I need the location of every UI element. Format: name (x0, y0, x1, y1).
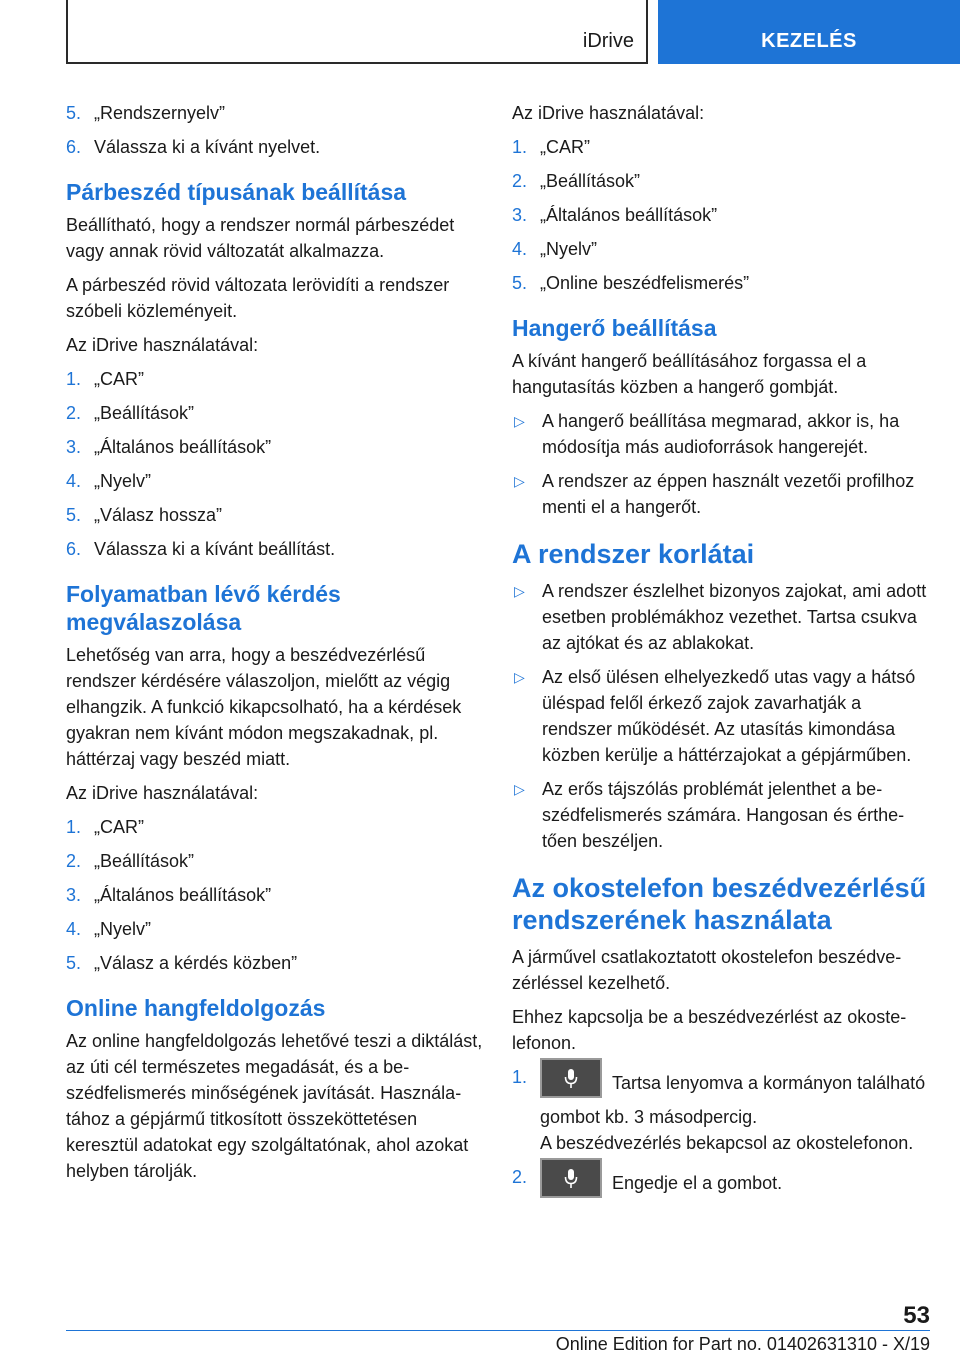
step-number: 6. (66, 137, 82, 157)
section-heading-system-limits: A rendszer korlátai (512, 539, 755, 569)
step-number: 1. (66, 817, 82, 837)
paragraph: Az iDrive használatával: (512, 103, 705, 123)
right-column (512, 100, 932, 1212)
step-number: 2. (512, 1167, 528, 1187)
step-item (66, 536, 486, 562)
paragraph: A járművel csatlakoztatott okostelefon beszédvezérléssel kezelhető. (512, 947, 902, 993)
triangle-bullet-icon: ▷ (514, 781, 525, 797)
step-item (512, 1164, 932, 1204)
step-item (66, 468, 486, 494)
footer-divider (66, 1330, 930, 1331)
paragraph: Beállítható, hogy a rendszer normál párbeszédet vagy annak rövid változatát alkalmazza. (66, 215, 455, 261)
step-item (512, 202, 932, 228)
bullet-text: Az első ülésen elhelyezkedő utas vagy a hátsó üléspad felől érkező zajok zavarhatják a rendszer működését. Az utasítás kimondása közben kerülje a háttérzajokat a gépjárműben. (542, 667, 916, 765)
step-number: 5. (66, 103, 82, 123)
bullet-item (512, 578, 932, 656)
step-number: 5. (512, 273, 528, 293)
step-text: „Nyelv” (540, 239, 597, 259)
triangle-bullet-icon: ▷ (514, 669, 525, 685)
section-heading-volume: Hangerő beállítása (512, 315, 717, 341)
step-item (512, 134, 932, 160)
step-number: 3. (66, 885, 82, 905)
step-number: 2. (66, 403, 82, 423)
header-chapter-label: KEZELÉS (761, 30, 857, 52)
step-item (66, 848, 486, 874)
step-number: 4. (512, 239, 528, 259)
limits-bullet-list (512, 578, 932, 854)
step-text: Tartsa lenyomva a kormányon található gombot kb. 3 másodpercig. (540, 1072, 926, 1127)
bullet-item (512, 468, 932, 520)
step-text: „Nyelv” (94, 471, 151, 491)
dialog-step-list (66, 366, 486, 562)
step-number: 4. (66, 471, 82, 491)
step-text: Engedje el a gombot. (612, 1172, 783, 1193)
step-text: „Beállítások” (94, 851, 195, 871)
bullet-text: A rendszer az éppen használt vezetői profilhoz menti el a hangerőt. (542, 471, 915, 517)
step-number: 1. (512, 1067, 528, 1087)
paragraph: Az online hangfeldolgozás lehetővé teszi a diktálást, az úti cél természetes megadását, és a beszédfelismerés minőségének javítását. Használatához a gépjármű titkosított összeköttetésen keresztül adatokat egy szolgáltatónak, ahol azokat helyben tárolják. (66, 1031, 483, 1181)
step-number: 2. (512, 171, 528, 191)
microphone-icon (564, 1068, 578, 1090)
page-number: 53 (903, 1302, 930, 1329)
bullet-item (512, 408, 932, 460)
online-step-list (512, 134, 932, 296)
step-number: 1. (512, 137, 528, 157)
header-section-box (66, 0, 648, 64)
step-text: „Általános beállítások” (540, 205, 718, 225)
section-heading-smartphone-voice: Az okostelefon beszédvezérlésű rendszerének használata (512, 873, 927, 935)
step-item (66, 400, 486, 426)
step-text: „Nyelv” (94, 919, 151, 939)
bullet-item (512, 664, 932, 768)
step-item (66, 916, 486, 942)
volume-bullet-list (512, 408, 932, 520)
paragraph: A kívánt hangerő beállításához forgassa el a hangutasítás közben a hangerő gombját. (512, 351, 867, 397)
step-text: „Általános beállítások” (94, 885, 272, 905)
step-text: Válassza ki a kívánt nyelvet. (94, 137, 321, 157)
step-item (66, 502, 486, 528)
step-text: „Beállítások” (540, 171, 641, 191)
step-number: 4. (66, 919, 82, 939)
paragraph: Ehhez kapcsolja be a beszédvezérlést az okostelefonon. (512, 1007, 907, 1053)
step-text: „Válasz hossza” (94, 505, 223, 525)
step-number: 5. (66, 505, 82, 525)
header-section-label: iDrive (582, 30, 634, 52)
bullet-text: Az erős tájszólás problémát jelenthet a beszédfelismerés számára. Hangosan és érthetően beszéljen. (542, 779, 905, 851)
step-text: Válassza ki a kívánt beállítást. (94, 539, 336, 559)
intro-step-list (66, 100, 486, 160)
section-heading-answer-question: Folyamatban lévő kérdés megválaszolása (66, 581, 341, 635)
voice-control-button (540, 1058, 602, 1098)
step-item (66, 882, 486, 908)
step-item (512, 236, 932, 262)
step-text: „Beállítások” (94, 403, 195, 423)
step-number: 1. (66, 369, 82, 389)
bullet-text: A hangerő beállítása megmarad, akkor is, ha módosítja más audioforrások hangerejét. (542, 411, 900, 457)
step-item (66, 434, 486, 460)
step-item (66, 134, 486, 160)
step-item (66, 100, 486, 126)
footer-edition: Online Edition for Part no. 01402631310 - X/19 (555, 1334, 930, 1354)
paragraph: A párbeszéd rövid változata lerövidíti a rendszer szóbeli közleményeit. (66, 275, 450, 321)
step-text: „CAR” (540, 137, 590, 157)
header-chapter-tab (658, 0, 960, 64)
step-number: 3. (512, 205, 528, 225)
step-result: A beszédvezérlés bekapcsol az okostelefonon. (540, 1133, 914, 1153)
step-item (66, 814, 486, 840)
answer-step-list (66, 814, 486, 976)
paragraph: Lehetőség van arra, hogy a beszédvezérlésű rendszer kérdésére válaszoljon, mielőtt az végig elhangzik. A funkció kikapcsolható, ha a kérdések gyakran nem kívánt módon megszakadnak, pl. háttérzaj vagy beszéd miatt. (66, 645, 462, 769)
step-item (512, 1064, 932, 1156)
step-number: 5. (66, 953, 82, 973)
section-heading-online-processing: Online hangfeldolgozás (66, 995, 326, 1021)
section-heading-dialog-type: Párbeszéd típusának beállítása (66, 179, 407, 205)
triangle-bullet-icon: ▷ (514, 473, 525, 489)
step-number: 3. (66, 437, 82, 457)
triangle-bullet-icon: ▷ (514, 583, 525, 599)
step-text: „Általános beállítások” (94, 437, 272, 457)
step-text: „Rendszernyelv” (94, 103, 226, 123)
bullet-item (512, 776, 932, 854)
step-item (66, 366, 486, 392)
step-number: 6. (66, 539, 82, 559)
left-column (66, 100, 486, 1192)
paragraph: Az iDrive használatával: (66, 335, 259, 355)
step-text: „Válasz a kérdés közben” (94, 953, 298, 973)
step-number: 2. (66, 851, 82, 871)
step-text: „CAR” (94, 369, 144, 389)
triangle-bullet-icon: ▷ (514, 413, 525, 429)
step-text: „CAR” (94, 817, 144, 837)
step-item (512, 168, 932, 194)
step-item (66, 950, 486, 976)
microphone-icon (564, 1168, 578, 1190)
step-text: „Online beszédfelismerés” (540, 273, 750, 293)
voice-control-button (540, 1158, 602, 1198)
smartphone-step-list (512, 1064, 932, 1204)
bullet-text: A rendszer észlelhet bizonyos zajokat, ami adott esetben problémákhoz vezethet. Tartsa csukva az ajtókat és az ablakokat. (542, 581, 927, 653)
step-item (512, 270, 932, 296)
paragraph: Az iDrive használatával: (66, 783, 259, 803)
